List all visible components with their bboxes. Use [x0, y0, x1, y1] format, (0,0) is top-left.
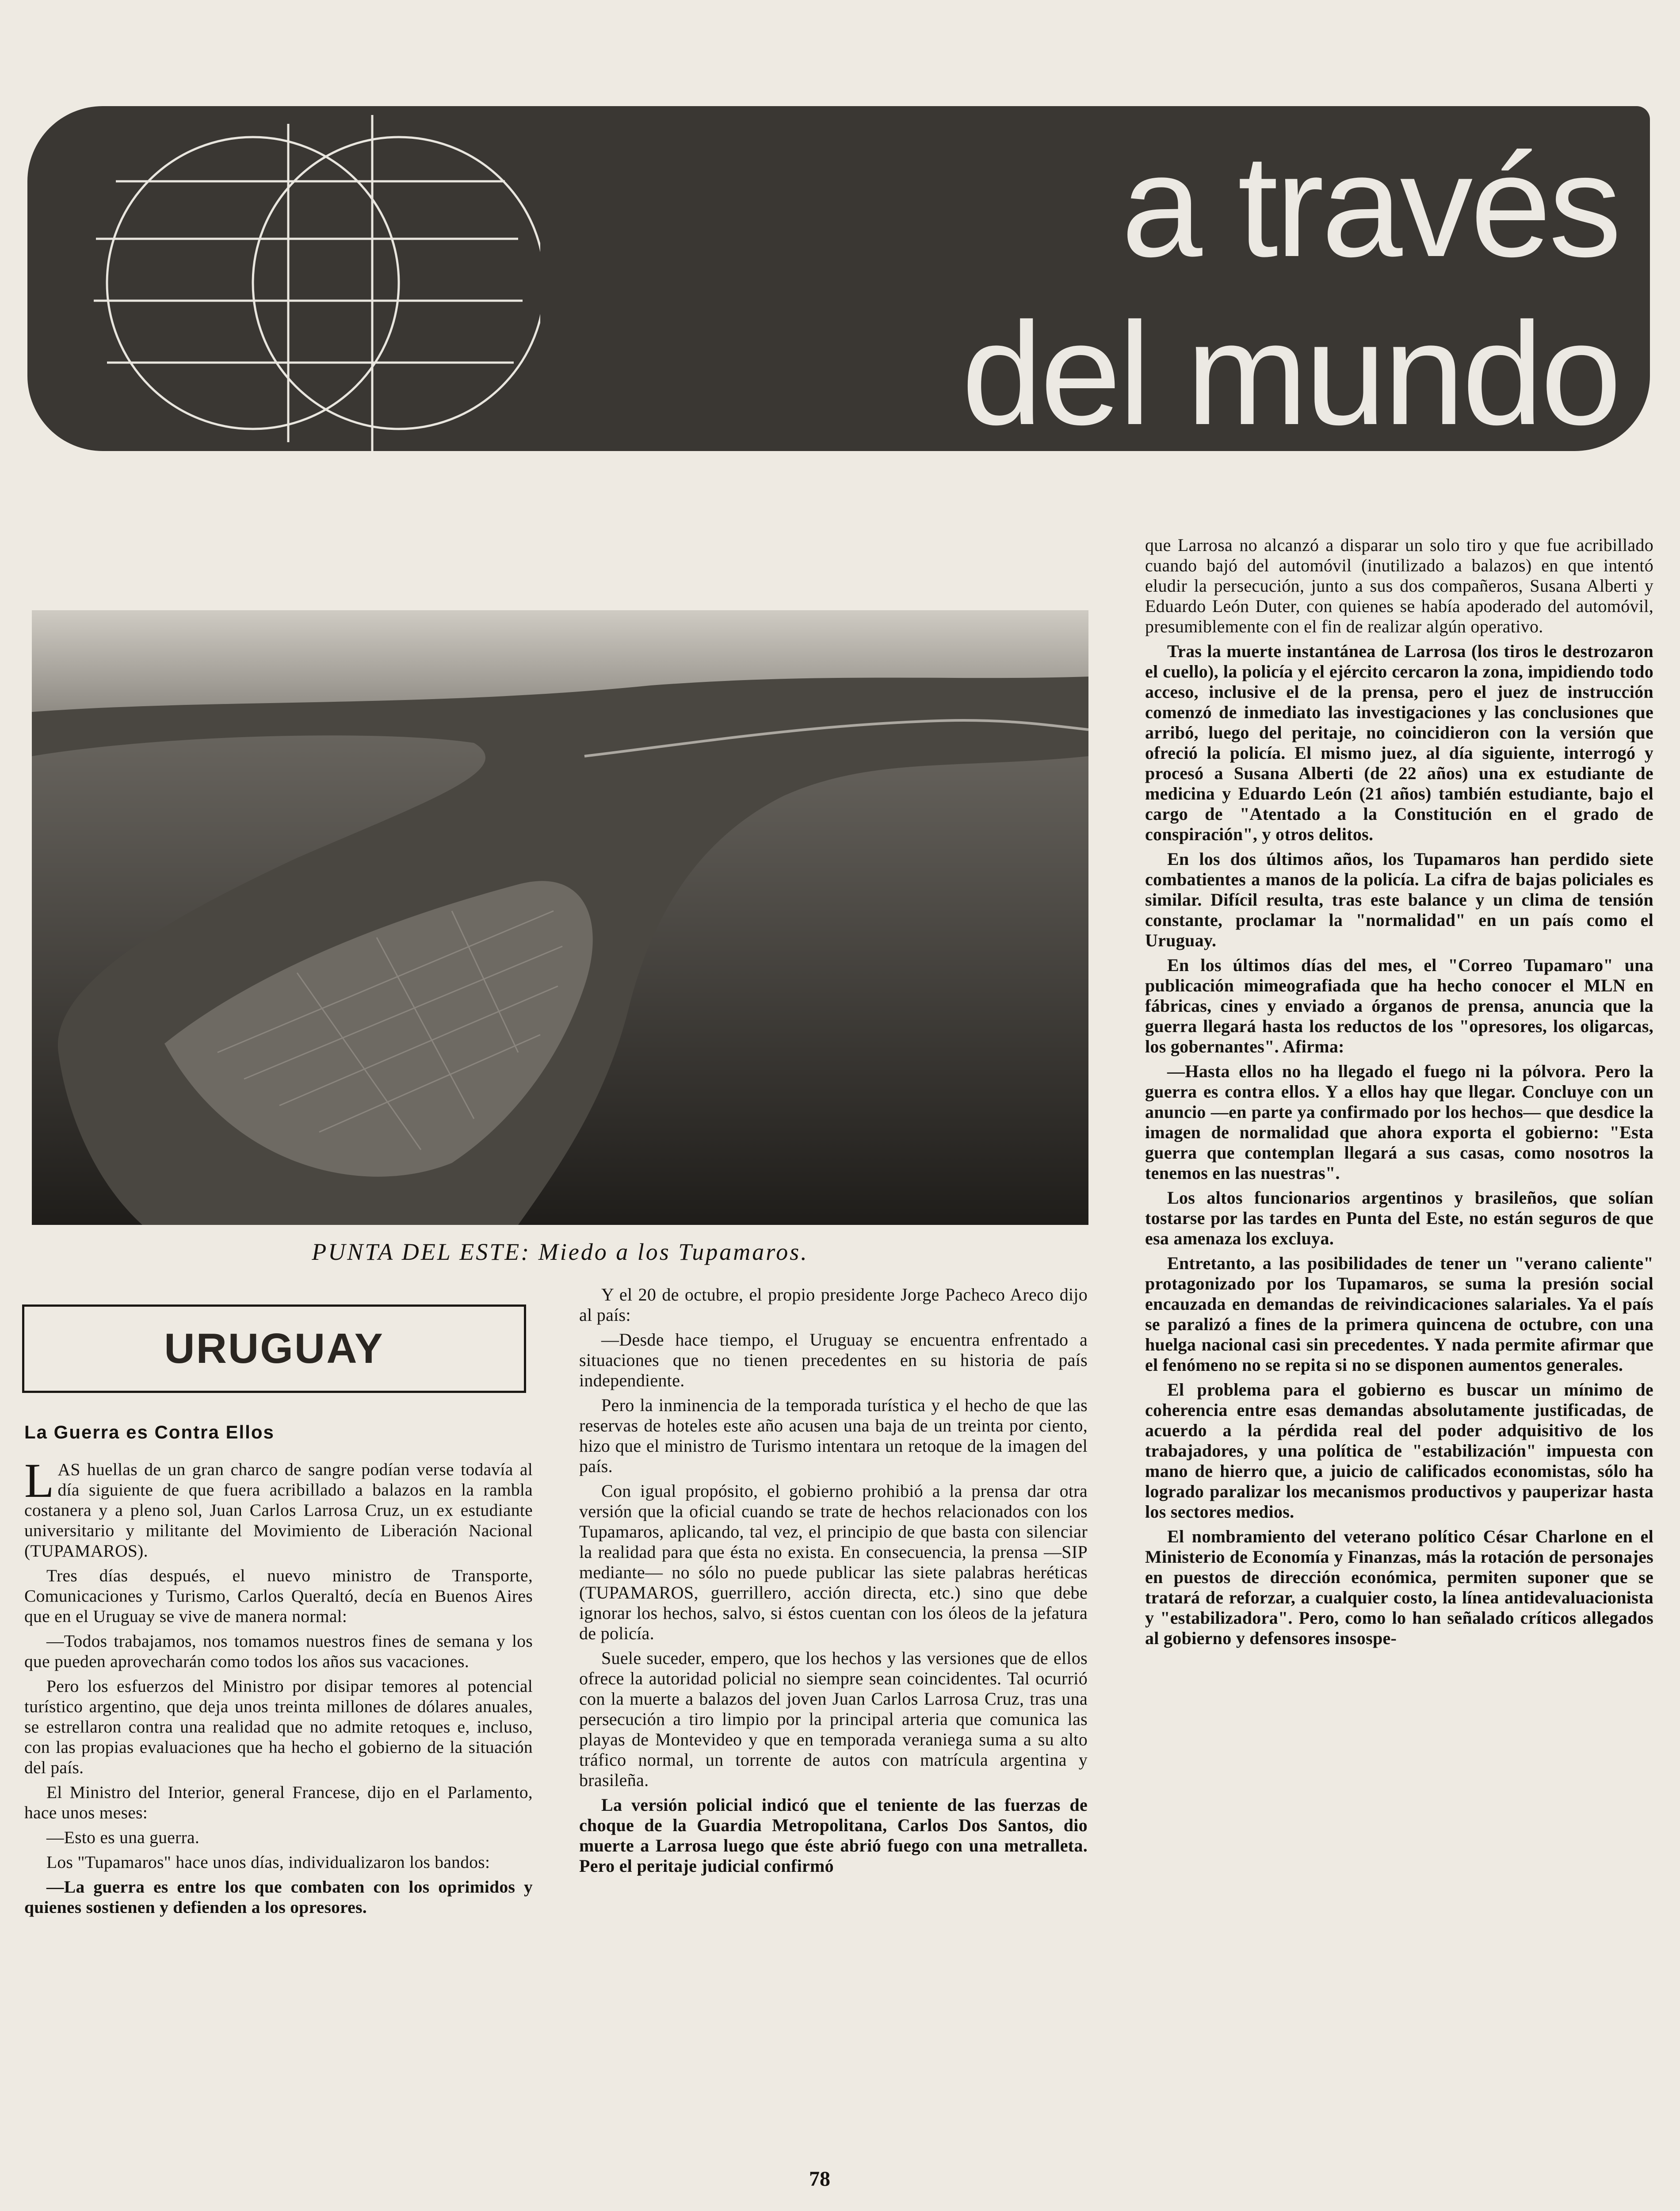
- banner-title-line1: a través: [1121, 124, 1619, 287]
- aerial-photo: [32, 610, 1088, 1225]
- drop-cap: L: [24, 1454, 54, 1507]
- aerial-coast-image: [32, 610, 1088, 1225]
- paragraph: El nombramiento del veterano político César Charlone en el Ministerio de Economía y Finanzas, más la rotación de personajes en puestos de dirección económica, permiten suponer que se tratará de reforzar, a cualquier costo, la línea antidevaluacionista y "estabilizadora". Pero, como lo han señalado críticos allegados al gobierno y defensores insospe-: [1145, 1526, 1653, 1648]
- globe-icon: [54, 106, 540, 451]
- text-column-2: [579, 1285, 1088, 1876]
- paragraph: El problema para el gobierno es buscar un mínimo de coherencia entre esas demandas absolutamente justificadas, de acuerdo a la pérdida real del poder adquisitivo de los trabajadores, y una política de "estabilización" impuesta con mano de hierro que, a juicio de calificados economistas, sólo ha logrado paralizar los mecanismos productivos y pauperizar hasta los sectores medios.: [1145, 1380, 1653, 1522]
- photo-caption: PUNTA DEL ESTE: Miedo a los Tupamaros.: [312, 1239, 809, 1265]
- paragraph: Suele suceder, empero, que los hechos y las versiones que de ellos ofrece la autoridad policial no siempre sean coincidentes. Tal ocurrió con la muerte a balazos del joven Juan Carlos Larrosa Cruz, tras una persecución a tiro limpio por la principal arteria que comunica las playas de Montevideo y que en temporada veraniega suma a su alto tráfico normal, un torrente de autos con matrícula argentina y brasileña.: [579, 1648, 1088, 1790]
- paragraph: El Ministro del Interior, general Francese, dijo en el Parlamento, hace unos meses:: [24, 1783, 533, 1822]
- text-column-3: [1145, 535, 1653, 1649]
- section-subhead: La Guerra es Contra Ellos: [24, 1422, 275, 1442]
- paragraph: —Esto es una guerra.: [46, 1828, 200, 1847]
- paragraph: Tras la muerte instantánea de Larrosa (los tiros le destrozaron el cuello), la policía y el ejército cercaron la zona, impidiendo todo acceso, inclusive el de la prensa, pero el juez de instrucción comenzó de inmediato las investigaciones y las conclusiones que arribó, luego del peritaje, no coincidieron con la versión que ofreció la policía. El mismo juez, al día siguiente, interrogó y procesó a Susana Alberti (de 22 años) una ex estudiante de medicina y Eduardo León (21 años) también estudiante, bajo el cargo de "Atentado a la Constitución en el grado de conspiración", y otros delitos.: [1145, 641, 1653, 844]
- paragraph: Con igual propósito, el gobierno prohibió a la prensa dar otra versión que la oficial cuando se trate de hechos relacionados con los Tupamaros, aplicando, tal vez, el principio de que basta con silenciar la realidad para que ésta no exista. En consecuencia, la prensa —SIP mediante— no sólo no puede publicar las siete palabras heréticas (TUPAMAROS, guerrillero, acción directa, etc.) sino que debe ignorar los hechos, salvo, si éstos cuentan con los óleos de la jefatura de policía.: [579, 1481, 1088, 1643]
- paragraph: Pero los esfuerzos del Ministro por disipar temores al potencial turístico argentino, que deja unos treinta millones de dólares anuales, se estrellaron contra una realidad que no admite retoques e, incluso, con las propias evaluaciones que ha hecho el gobierno de la situación del país.: [24, 1676, 533, 1777]
- paragraph: —Desde hace tiempo, el Uruguay se encuentra enfrentado a situaciones que no tienen precedentes en su historia de país independiente.: [579, 1330, 1088, 1390]
- paragraph: Los altos funcionarios argentinos y brasileños, que solían tostarse por las tardes en Punta del Este, no están seguros de que esa amenaza los excluya.: [1145, 1188, 1653, 1248]
- page-number: 78: [809, 2167, 830, 2191]
- paragraph: LAS huellas de un gran charco de sangre podían verse todavía al día siguiente de que fuera acribillado a balazos en la rambla costanera y a pleno sol, Juan Carlos Larrosa Cruz, un ex estudiante universitario y militante del Movimiento de Liberación Nacional (TUPAMAROS).: [24, 1454, 533, 1561]
- paragraph: En los últimos días del mes, el "Correo Tupamaro" una publicación mimeografiada que ha hecho conocer el MLN en fábricas, cines y enviado a órganos de prensa, anuncia que la guerra llegará hasta los reductos de los "opresores, los oligarcas, los gobernantes". Afirma:: [1145, 955, 1653, 1056]
- country-label-box: URUGUAY: [22, 1304, 526, 1393]
- paragraph: La versión policial indicó que el teniente de las fuerzas de choque de la Guardia Metropolitana, Carlos Dos Santos, dio muerte a Larrosa luego que éste abrió fuego con una metralleta. Pero el peritaje judicial confirmó: [579, 1795, 1088, 1876]
- banner-title-line2: del mundo: [961, 292, 1619, 455]
- paragraph: —Todos trabajamos, nos tomamos nuestros fines de semana y los que pueden aprovecharán como todos los años sus vacaciones.: [24, 1631, 533, 1671]
- text-column-1: [24, 1454, 533, 1917]
- paragraph: Entretanto, a las posibilidades de tener un "verano caliente" protagonizado por los Tupamaros, se suma la presión social encauzada en demandas de reivindicaciones salariales. Ya el país se paralizó a fines de la primera quincena de octubre, con una huelga nacional casi sin precedentes. Y nada permite afirmar que el fenómeno no se repita si no se disponen aumentos generales.: [1145, 1253, 1653, 1375]
- paragraph: —Hasta ellos no ha llegado el fuego ni la pólvora. Pero la guerra es contra ellos. Y a ellos hay que llegar. Concluye con un anuncio —en parte ya confirmado por los hechos— que desdice la imagen de normalidad que ahora exporta el gobierno: "Esta guerra que contemplan llegará a sus casas, como nosotros la tenemos en las nuestras".: [1145, 1061, 1653, 1183]
- paragraph: En los dos últimos años, los Tupamaros han perdido siete combatientes a manos de la policía. La cifra de bajas policiales es similar. Difícil resulta, tras este balance y un clima de tensión constante, proclamar la "normalidad" en un país como el Uruguay.: [1145, 849, 1653, 950]
- paragraph: Tres días después, el nuevo ministro de Transporte, Comunicaciones y Turismo, Carlos Queraltó, decía en Buenos Aires que en el Uruguay se vive de manera normal:: [24, 1566, 533, 1626]
- paragraph: Pero la inminencia de la temporada turística y el hecho de que las reservas de hoteles este año acusen una baja de un treinta por ciento, hizo que el ministro de Turismo intentara un retoque de la imagen del país.: [579, 1395, 1088, 1476]
- paragraph: Y el 20 de octubre, el propio presidente Jorge Pacheco Areco dijo al país:: [579, 1285, 1088, 1325]
- section-banner: [27, 106, 1650, 455]
- paragraph: —La guerra es entre los que combaten con los oprimidos y quienes sostienen y defienden a los opresores.: [24, 1877, 533, 1917]
- paragraph: que Larrosa no alcanzó a disparar un solo tiro y que fue acribillado cuando bajó del automóvil (inutilizado a balazos) en que intentó eludir la persecución, junto a sus dos compañeros, Susana Alberti y Eduardo León Duter, con quienes se había apoderado del automóvil, presumiblemente con el fin de realizar algún operativo.: [1145, 535, 1653, 636]
- paragraph: Los "Tupamaros" hace unos días, individualizaron los bandos:: [46, 1852, 490, 1872]
